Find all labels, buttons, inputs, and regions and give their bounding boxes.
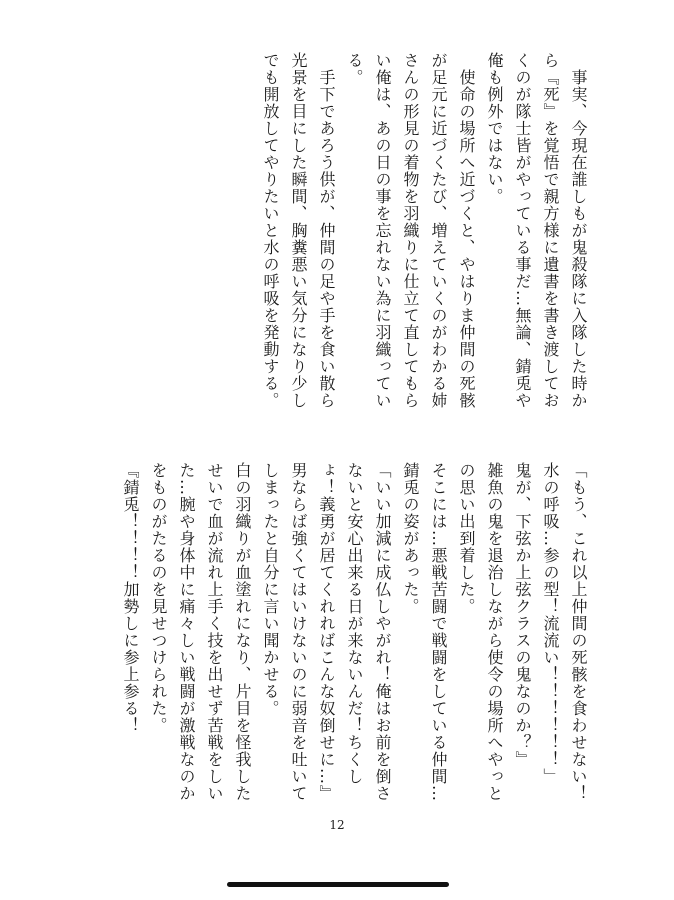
paragraph: 雑魚の鬼を退治しながら使令の場所へやっとの思い出到着した。 (457, 462, 504, 802)
paragraph: 事実、今現在誰しもが鬼殺隊に入隊した時から『死』を覚悟で親方様に遺書を書き渡しておくのが隊士皆がやっている事だ…無論、錆兎や俺も例外ではない。 (485, 52, 588, 409)
paragraph: 「いい加減に成仏しやがれ！俺はお前を倒さないと安心出来る日が来ないんだ！ちくしょ！義勇が居てくれればこんな奴倒せに…』 (317, 462, 392, 802)
home-indicator[interactable] (227, 882, 449, 887)
paragraph: 手下であろう供が、仲間の足や手を食い散ら光景を目にした瞬間、胸糞悪い気分になり少しでも開放してやりたいと水の呼吸を発動する。 (261, 52, 336, 409)
lower-text-block (72, 462, 592, 807)
paragraph: そこには…悪戦苦闘で戦闘をしている仲間…錆兎の姿があった。 (401, 462, 448, 802)
page-number: 12 (329, 818, 345, 832)
paragraph: 男ならば強くてはいけないのに弱音を吐いてしまったと自分に言い聞かせる。 (261, 462, 308, 802)
upper-text-block (72, 52, 592, 412)
paragraph: 「もう、これ以上仲間の死骸を食わせない！水の呼吸…参の型！流流い！！！！！！」 (541, 462, 588, 802)
paragraph: 白の羽織りが血塗れになり、片目を怪我したせいで血が流れ上手く技を出せず苦戦をしいた…腕や身体中に痛々しい戦闘が激戦なのかをものがたるのを見せつけられた。 (149, 462, 252, 802)
paragraph: 使命の場所へ近づくと、やはりま仲間の死骸が足元に近づくたび、増えていくのがわかる姉さんの形見の着物を羽織りに仕立て直してもらい俺は、あの日の事を忘れない為に羽織っている。 (345, 52, 476, 409)
paragraph: 『錆兎！！！！加勢しに参上参る！ (121, 462, 140, 734)
paragraph: 鬼が、下弦か上弦クラスの鬼なのか？』 (513, 462, 532, 768)
